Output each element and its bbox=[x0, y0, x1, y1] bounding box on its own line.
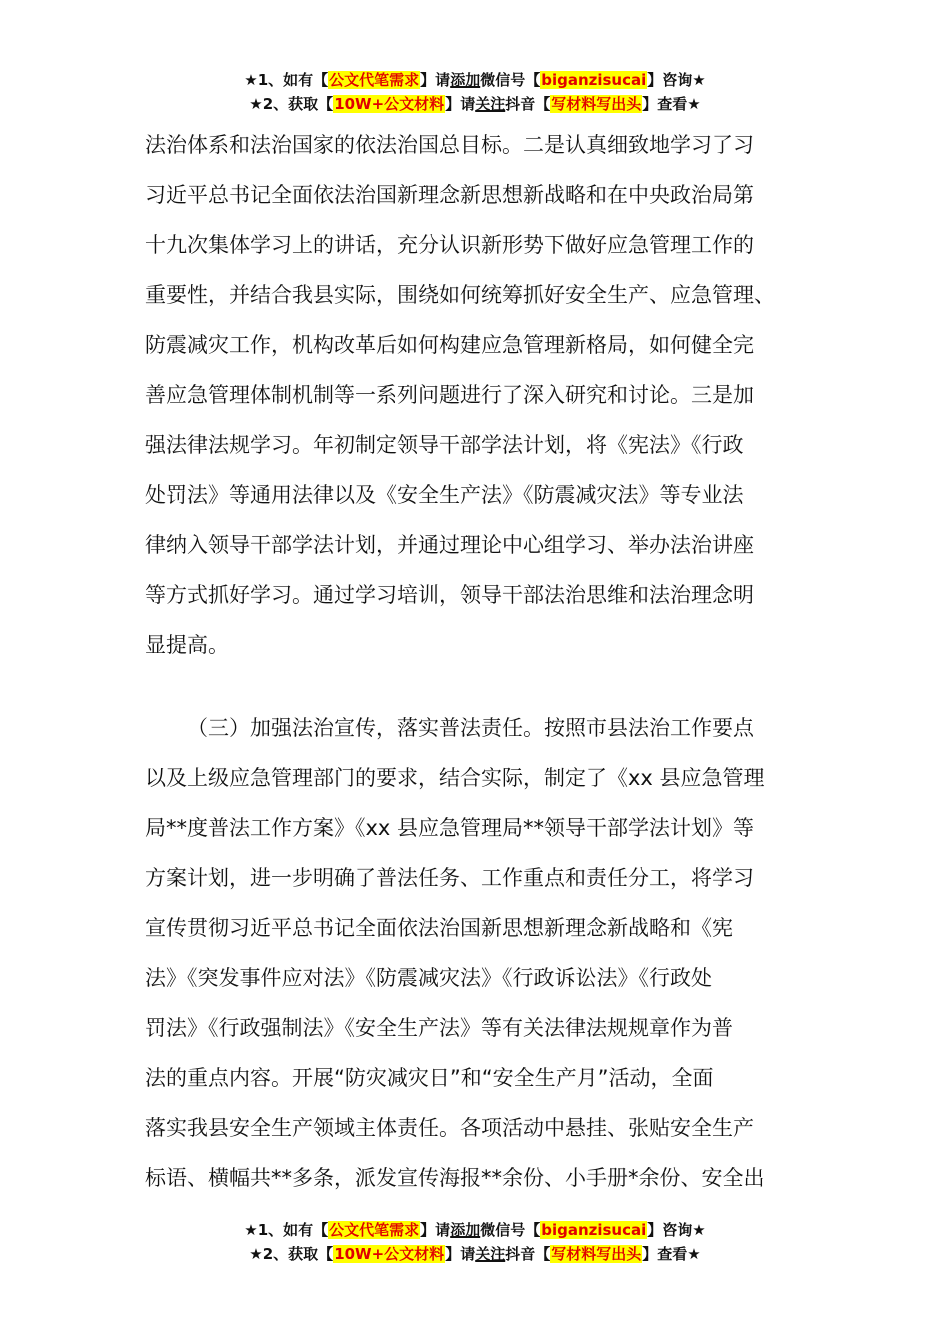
body-line: 罚法》《行政强制法》《安全生产法》等有关法律法规规章作为普 bbox=[145, 1016, 733, 1040]
body-line: 显提高。 bbox=[145, 633, 229, 657]
highlight-materials: 10W+公文材料 bbox=[334, 95, 445, 113]
body-line: 律纳入领导干部学法计划，并通过理论中心组学习、举办法治讲座 bbox=[145, 533, 754, 557]
body-line: 强法律法规学习。年初制定领导干部学法计划，将《宪法》《行政 bbox=[145, 433, 744, 457]
body-line: 方案计划，进一步明确了普法任务、工作重点和责任分工，将学习 bbox=[145, 866, 754, 890]
footer-line-1: ★1、如有【公文代笔需求】请添加微信号【biganzisucai】咨询★ bbox=[244, 1221, 706, 1239]
body-line: 以及上级应急管理部门的要求，结合实际，制定了《xx 县应急管理 bbox=[145, 766, 765, 790]
body-line: 重要性，并结合我县实际，围绕如何统筹抓好安全生产、应急管理、 bbox=[145, 283, 775, 307]
highlight-douyin-id: 写材料写出头 bbox=[551, 1245, 642, 1263]
body-line: 标语、横幅共**多条，派发宣传海报**余份、小手册*余份、安全出 bbox=[145, 1166, 765, 1190]
footer-banner bbox=[0, 1218, 950, 1266]
body-line: 宣传贯彻习近平总书记全面依法治国新思想新理念新战略和《宪 bbox=[145, 916, 733, 940]
highlight-wechat-id: biganzisucai bbox=[541, 1221, 647, 1239]
body-line: 法的重点内容。开展“防灾减灾日”和“安全生产月”活动，全面 bbox=[145, 1066, 714, 1090]
header-line-1: ★1、如有【公文代笔需求】请添加微信号【biganzisucai】咨询★ bbox=[244, 71, 706, 89]
highlight-service: 公文代笔需求 bbox=[329, 1221, 420, 1239]
body-line: 法治体系和法治国家的依法治国总目标。二是认真细致地学习了习 bbox=[145, 133, 754, 157]
body-line: 习近平总书记全面依法治国新理念新思想新战略和在中央政治局第 bbox=[145, 183, 754, 207]
header-line-2: ★2、获取【10W+公文材料】请关注抖音【写材料写出头】查看★ bbox=[249, 95, 701, 113]
body-line: 防震减灾工作，机构改革后如何构建应急管理新格局，如何健全完 bbox=[145, 333, 754, 357]
body-line: 法》《突发事件应对法》《防震减灾法》《行政诉讼法》《行政处 bbox=[145, 966, 712, 990]
highlight-materials: 10W+公文材料 bbox=[334, 1245, 445, 1263]
body-line: 处罚法》等通用法律以及《安全生产法》《防震减灾法》等专业法 bbox=[145, 483, 744, 507]
body-line: 落实我县安全生产领域主体责任。各项活动中悬挂、张贴安全生产 bbox=[145, 1116, 754, 1140]
footer-line-2: ★2、获取【10W+公文材料】请关注抖音【写材料写出头】查看★ bbox=[249, 1245, 701, 1263]
body-line: 局**度普法工作方案》《xx 县应急管理局**领导干部学法计划》等 bbox=[145, 816, 755, 840]
highlight-douyin-id: 写材料写出头 bbox=[551, 95, 642, 113]
highlight-service: 公文代笔需求 bbox=[329, 71, 420, 89]
body-line: 善应急管理体制机制等一系列问题进行了深入研究和讨论。三是加 bbox=[145, 383, 754, 407]
highlight-wechat-id: biganzisucai bbox=[541, 71, 647, 89]
body-line: 等方式抓好学习。通过学习培训，领导干部法治思维和法治理念明 bbox=[145, 583, 754, 607]
section-heading-line: （三）加强法治宣传，落实普法责任。按照市县法治工作要点 bbox=[187, 716, 754, 740]
header-banner bbox=[0, 68, 950, 116]
body-line: 十九次集体学习上的讲话，充分认识新形势下做好应急管理工作的 bbox=[145, 233, 754, 257]
